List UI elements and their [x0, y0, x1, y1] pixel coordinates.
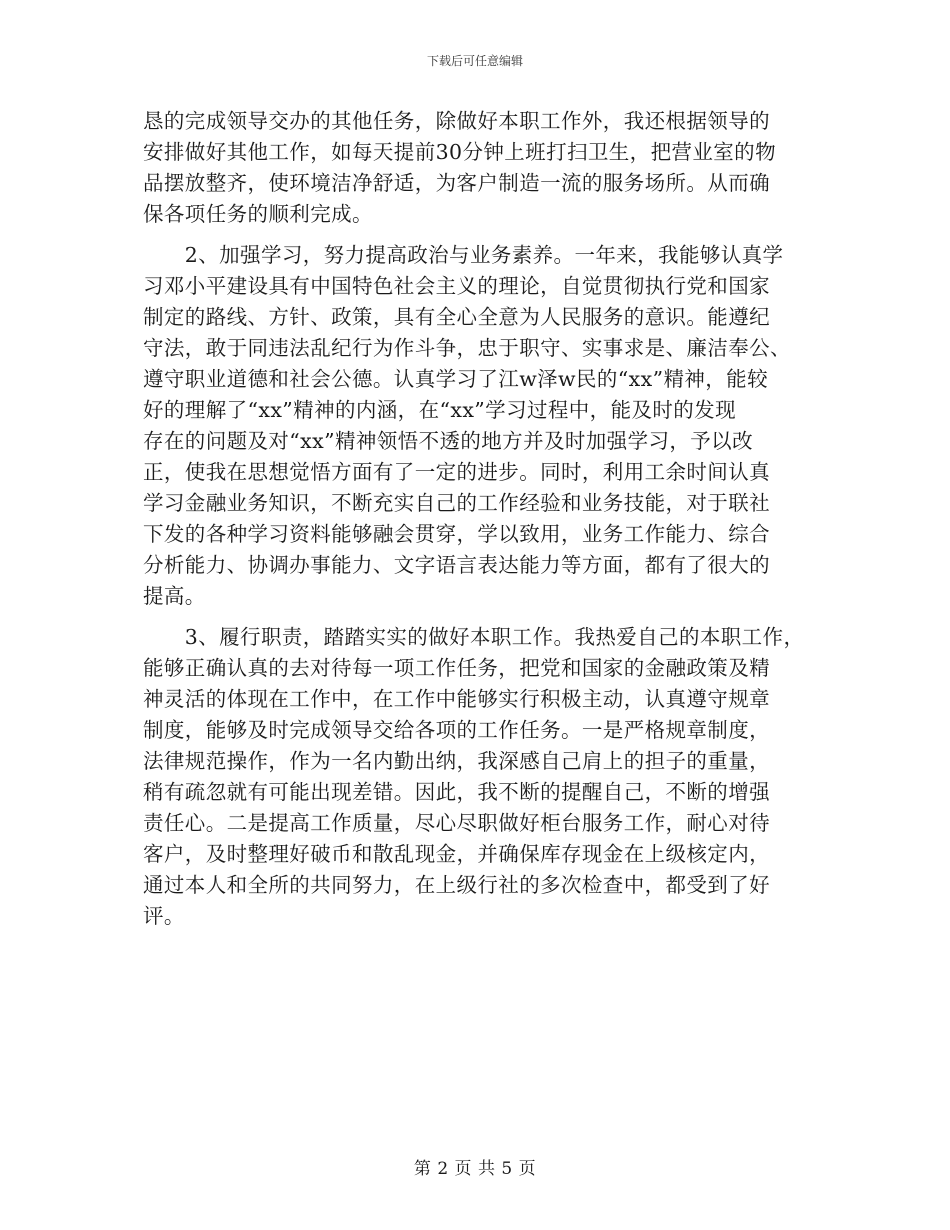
- text-line: 3、履行职责，踏踏实实的做好本职工作。我热爱自己的本职工作，: [143, 625, 805, 649]
- text-line: 保各项任务的顺利完成。: [143, 202, 373, 226]
- text-line: 通过本人和全所的共同努力，在上级行社的多次检查中，都受到了好: [143, 873, 770, 897]
- text-line: 安排做好其他工作，如每天提前30分钟上班打扫卫生，把营业室的物: [143, 140, 776, 164]
- text-line: 遵守职业道德和社会公德。认真学习了江w泽w民的“xx”精神，能较: [143, 367, 768, 391]
- text-line: 守法，敢于同违法乱纪行为作斗争，忠于职守、实事求是、廉洁奉公、: [143, 336, 791, 360]
- text-line: 习邓小平建设具有中国特色社会主义的理论，自觉贯彻执行党和国家: [143, 274, 770, 298]
- text-line: 稍有疏忽就有可能出现差错。因此，我不断的提醒自己，不断的增强: [143, 780, 770, 804]
- text-line: 2、加强学习，努力提高政治与业务素养。一年来，我能够认真学: [143, 243, 784, 267]
- text-line: 制定的路线、方针、政策，具有全心全意为人民服务的意识。能遵纪: [143, 305, 770, 329]
- text-line: 恳的完成领导交办的其他任务，除做好本职工作外，我还根据领导的: [143, 109, 770, 133]
- page-header: 下载后可任意编辑: [426, 54, 523, 68]
- text-line: 法律规范操作，作为一名内勤出纳，我深感自己肩上的担子的重量，: [143, 749, 770, 773]
- paragraph-2: [143, 240, 813, 612]
- text-line: 责任心。二是提高工作质量，尽心尽职做好柜台服务工作，耐心对待: [143, 811, 770, 835]
- text-line: 品摆放整齐，使环境洁净舒适，为客户制造一流的服务场所。从而确: [143, 171, 770, 195]
- text-line: 下发的各种学习资料能够融会贯穿，学以致用，业务工作能力、综合: [143, 522, 770, 546]
- paragraph-1: [143, 106, 813, 230]
- text-line: 提高。: [143, 584, 206, 608]
- text-line: 客户，及时整理好破币和散乱现金，并确保库存现金在上级核定内，: [143, 842, 770, 866]
- text-line: 分析能力、协调办事能力、文字语言表达能力等方面，都有了很大的: [143, 553, 770, 577]
- document-body: [143, 106, 813, 932]
- text-line: 好的理解了“xx”精神的内涵，在“xx”学习过程中，能及时的发现: [143, 398, 736, 422]
- text-line: 评。: [143, 904, 185, 928]
- text-line: 制度，能够及时完成领导交给各项的工作任务。一是严格规章制度，: [143, 718, 770, 742]
- text-line: 能够正确认真的去对待每一项工作任务，把党和国家的金融政策及精: [143, 656, 770, 680]
- paragraph-3: [143, 622, 813, 932]
- text-line: 学习金融业务知识，不断充实自己的工作经验和业务技能，对于联社: [143, 491, 770, 515]
- page-footer: 第 2 页 共 5 页: [413, 1159, 537, 1179]
- text-line: 正，使我在思想觉悟方面有了一定的进步。同时，利用工余时间认真: [143, 460, 770, 484]
- text-line: 神灵活的体现在工作中，在工作中能够实行积极主动，认真遵守规章: [143, 687, 770, 711]
- text-line: 存在的问题及对“xx”精神领悟不透的地方并及时加强学习，予以改: [143, 429, 753, 453]
